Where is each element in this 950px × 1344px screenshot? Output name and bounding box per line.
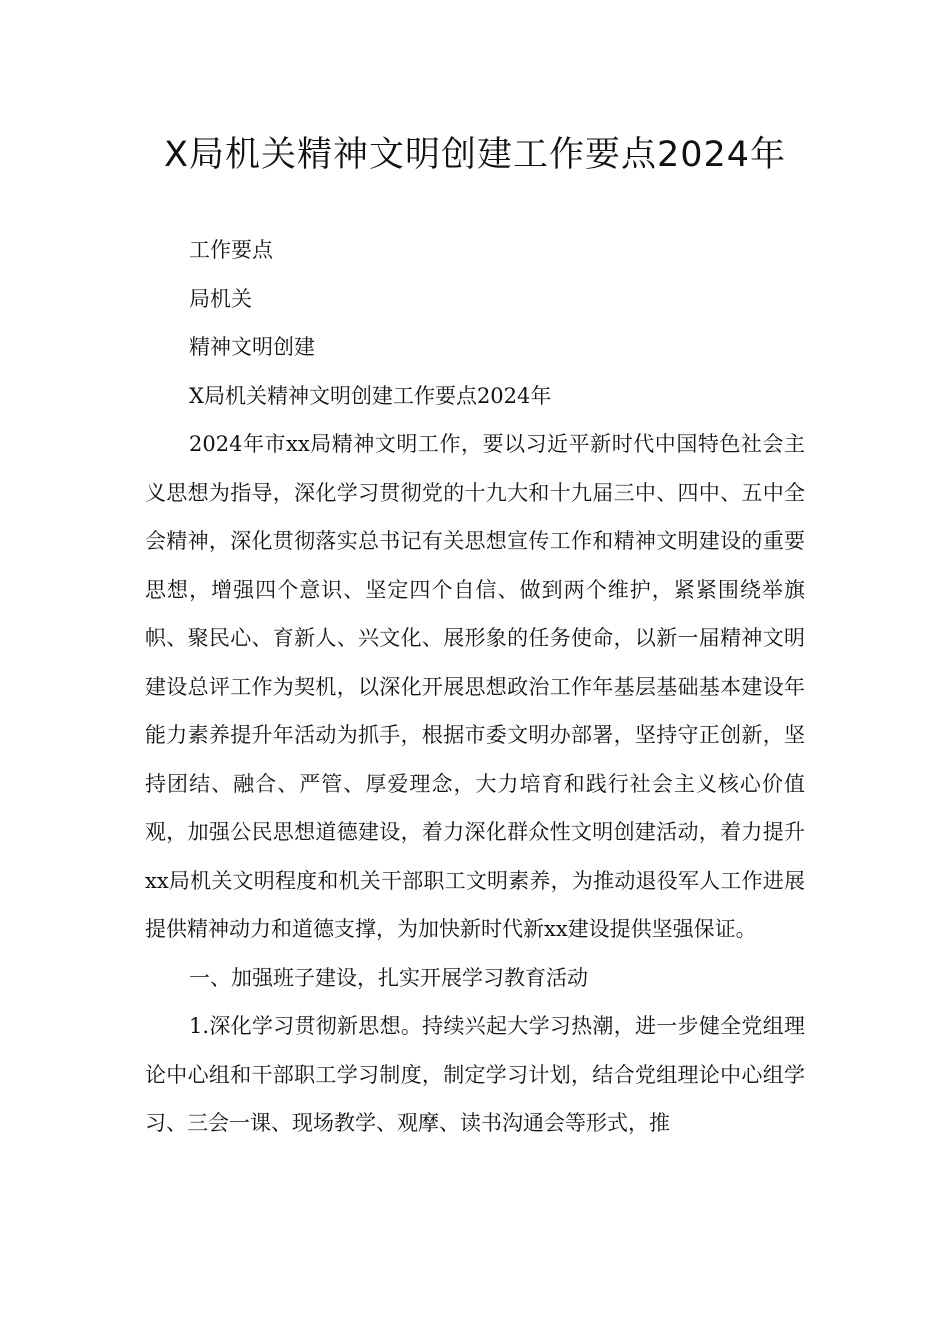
keyword-2: 局机关 <box>189 286 252 311</box>
section-1-heading: 一、加强班子建设，扎实开展学习教育活动 <box>189 965 588 990</box>
document-title: X局机关精神文明创建工作要点2024年 <box>163 135 787 175</box>
document-subtitle: X局机关精神文明创建工作要点2024年 <box>189 383 552 408</box>
document-body <box>145 226 805 1148</box>
keyword-1: 工作要点 <box>189 238 273 262</box>
intro-paragraph: 2024年市xx局精神文明工作，要以习近平新时代中国特色社会主义思想为指导，深化学习贯彻党的十九大和十九届三中、四中、五中全会精神，深化贯彻落实总书记有关思想宣传工作和精神文明建设的重要思想，增强四个意识、坚定四个自信、做到两个维护，紧紧围绕举旗帜、聚民心、育新人、兴文化、展形象的任务使命，以新一届精神文明建设总评工作为契机，以深化开展思想政治工作年基层基础基本建设年能力素养提升年活动为抓手，根据市委文明办部署，坚持守正创新，坚持团结、融合、严管、厚爱理念，大力培育和践行社会主义核心价值观，加强公民思想道德建设，着力深化群众性文明创建活动，着力提升xx局机关文明程度和机关干部职工文明素养，为推动退役军人工作进展提供精神动力和道德支撑，为加快新时代新xx建设提供坚强保证。 <box>145 432 805 941</box>
item-1-paragraph: 1.深化学习贯彻新思想。持续兴起大学习热潮，进一步健全党组理论中心组和干部职工学习制度，制定学习计划，结合党组理论中心组学习、三会一课、现场教学、观摩、读书沟通会等形式，推 <box>145 1014 805 1135</box>
keyword-3: 精神文明创建 <box>189 335 315 359</box>
